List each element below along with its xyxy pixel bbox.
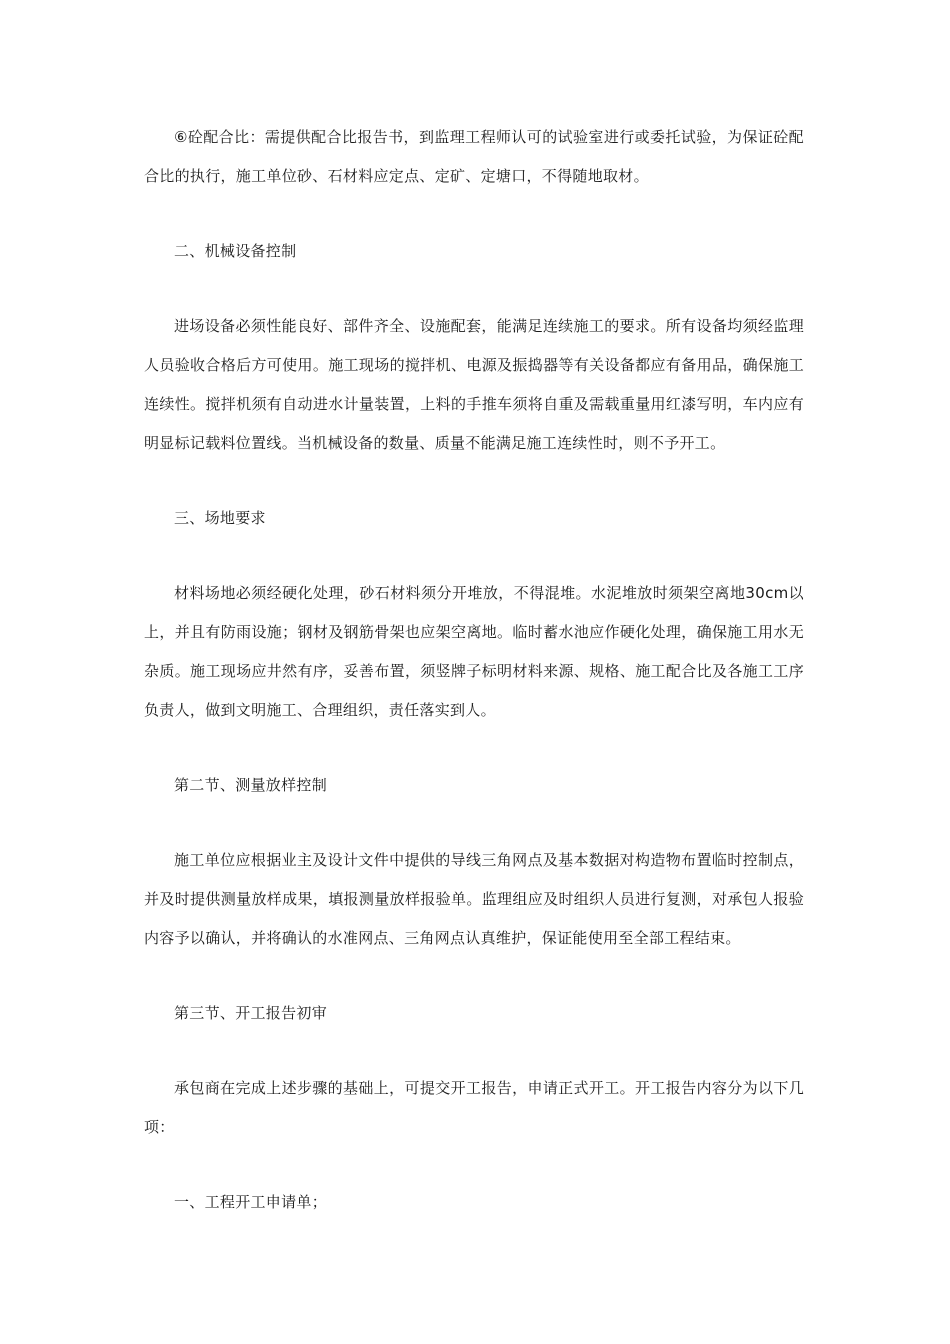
paragraph-gap [144, 1147, 804, 1183]
heading-site-requirements: 三、场地要求 [174, 509, 266, 527]
paragraph-site: 材料场地必须经硬化处理，砂石材料须分开堆放，不得混堆。水泥堆放时须架空离地30cm以上，并且有防雨设施；钢材及钢筋骨架也应架空离地。临时蓄水池应作硬化处理，确保施工用水无杂质。施工现场应井然有序，妥善布置，须竖牌子标明材料来源、规格、施工配合比及各施工工序负责人，做到文明施工、合理组织，责任落实到人。 [144, 584, 804, 719]
paragraph-gap [144, 196, 804, 232]
paragraph-gap [144, 805, 804, 841]
document-body [144, 118, 804, 1222]
paragraph-gap [144, 958, 804, 994]
heading-start-report-review: 第三节、开工报告初审 [174, 1004, 328, 1022]
paragraph-start-report: 承包商在完成上述步骤的基础上，可提交开工报告，申请正式开工。开工报告内容分为以下几项： [144, 1079, 804, 1136]
paragraph-gap [144, 538, 804, 574]
paragraph-machinery: 进场设备必须性能良好、部件齐全、设施配套，能满足连续施工的要求。所有设备均须经监理人员验收合格后方可使用。施工现场的搅拌机、电源及振捣器等有关设备都应有备用品，确保施工连续性。搅拌机须有自动进水计量装置，上料的手推车须将自重及需载重量用红漆写明，车内应有明显标记载料位置线。当机械设备的数量、质量不能满足施工连续性时，则不予开工。 [144, 317, 804, 452]
paragraph-gap [144, 271, 804, 307]
paragraph-gap [144, 463, 804, 499]
paragraph-gap [144, 730, 804, 766]
heading-survey-control: 第二节、测量放样控制 [174, 776, 328, 794]
paragraph-survey: 施工单位应根据业主及设计文件中提供的导线三角网点及基本数据对构造物布置临时控制点，并及时提供测量放样成果，填报测量放样报验单。监理组应及时组织人员进行复测，对承包人报验内容予以确认，并将确认的水准网点、三角网点认真维护，保证能使用至全部工程结束。 [144, 851, 804, 947]
paragraph-gap [144, 1033, 804, 1069]
paragraph-concrete-mix: ⑥砼配合比：需提供配合比报告书，到监理工程师认可的试验室进行或委托试验，为保证砼配合比的执行，施工单位砂、石材料应定点、定矿、定塘口，不得随地取材。 [144, 128, 804, 185]
heading-machinery-control: 二、机械设备控制 [174, 242, 297, 260]
list-item-start-application: 一、工程开工申请单； [174, 1193, 328, 1211]
